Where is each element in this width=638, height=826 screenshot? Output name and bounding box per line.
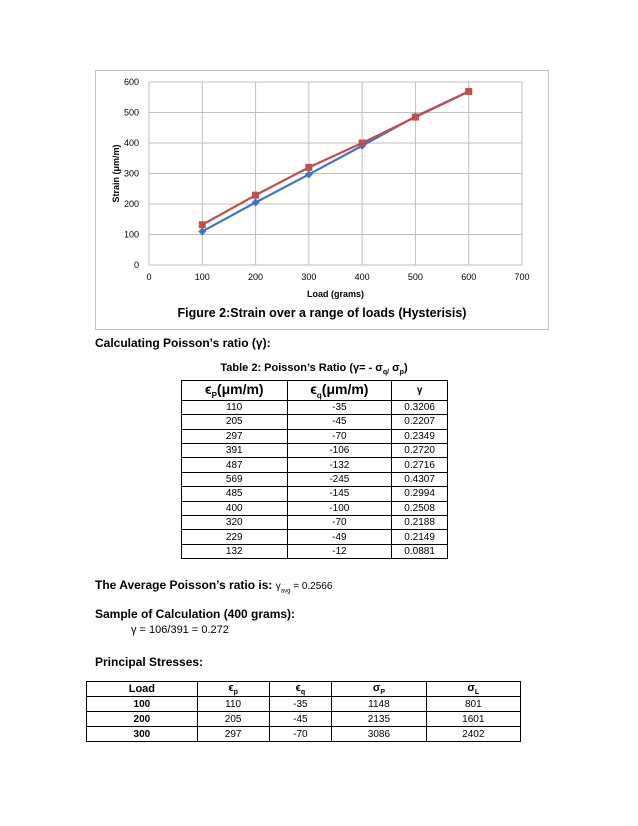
principal-stress-table (86, 681, 521, 742)
table-cell: 487 (182, 458, 288, 472)
table-cell: -45 (287, 415, 392, 429)
table-row (182, 415, 448, 429)
x-tick-label: 400 (354, 272, 370, 282)
table-header-cell (87, 682, 198, 697)
table-cell: -132 (287, 458, 392, 472)
average-value: = 0.2566 (290, 581, 333, 592)
header-unit: (μm/m) (321, 381, 369, 397)
principal-heading: Principal Stresses: (95, 655, 204, 669)
table-cell: 320 (182, 515, 288, 529)
table-cell: 2135 (332, 712, 426, 727)
data-point (465, 88, 472, 95)
average-poisson-line (95, 578, 332, 594)
table-cell: 485 (182, 487, 288, 501)
header-symbol: ϵ (295, 682, 301, 694)
header-sub: P (211, 390, 217, 400)
x-tick-label: 700 (514, 272, 530, 282)
table-cell: -49 (287, 530, 392, 544)
table-cell: -145 (287, 487, 392, 501)
table-cell: 0.4307 (392, 472, 448, 486)
table-cell: 569 (182, 472, 288, 486)
table-cell: 205 (197, 712, 269, 727)
strain-load-chart (95, 70, 549, 330)
data-point (199, 221, 206, 228)
table-row (182, 458, 448, 472)
table-header-row (87, 682, 521, 697)
header-sub: p (233, 689, 238, 697)
poisson-table (181, 380, 448, 559)
x-tick-label: 100 (194, 272, 210, 282)
average-symbol: γ (275, 581, 281, 592)
table-cell: -45 (269, 712, 332, 727)
table-cell: 0.2349 (392, 429, 448, 443)
y-tick-label: 200 (123, 199, 139, 209)
sample-heading: Sample of Calculation (400 grams): (95, 607, 296, 621)
x-tick-label: 500 (407, 272, 423, 282)
header-gamma: γ (392, 381, 448, 401)
x-axis-title: Load (grams) (306, 289, 365, 299)
header-sub: P (380, 689, 386, 697)
figure-caption: Figure 2:Strain over a range of loads (Hysterisis) (177, 306, 467, 320)
table-cell: -12 (287, 544, 392, 558)
table-cell: 297 (197, 727, 269, 742)
table-cell: 205 (182, 415, 288, 429)
table-cell: 229 (182, 530, 288, 544)
table-cell: -245 (287, 472, 392, 486)
table-cell: 0.2207 (392, 415, 448, 429)
epsilon-symbol: ϵ (204, 381, 212, 397)
data-point (252, 198, 260, 206)
table-cell: -100 (287, 501, 392, 515)
header-symbol: Load (128, 683, 155, 696)
table-cell: 1601 (426, 712, 520, 727)
table-header-row (182, 381, 448, 401)
data-point (305, 164, 312, 171)
y-tick-label: 600 (123, 77, 139, 87)
data-point (359, 140, 366, 147)
y-axis-title: Strain (μm/m) (111, 144, 121, 203)
table-cell: 3086 (332, 727, 426, 742)
header-unit: (μm/m) (216, 381, 264, 397)
x-tick-label: 200 (248, 272, 264, 282)
average-sub: avg (280, 588, 291, 595)
header-sub: L (474, 689, 480, 697)
table-cell: 0.2720 (392, 443, 448, 457)
table-cell: -106 (287, 443, 392, 457)
data-point (412, 114, 419, 121)
poisson-table-body (182, 400, 448, 558)
x-tick-label: 600 (461, 272, 477, 282)
table-cell: 400 (182, 501, 288, 515)
table-cell: 110 (197, 697, 269, 712)
principal-table-body (87, 697, 521, 742)
table-cell: -70 (269, 727, 332, 742)
table-row (182, 530, 448, 544)
table-cell: 200 (87, 712, 198, 727)
header-symbol: ϵ (228, 682, 234, 694)
table-row (182, 515, 448, 529)
table2-caption-sub1: q/ (382, 369, 390, 377)
y-tick-label: 300 (123, 168, 139, 179)
header-strain-q (287, 381, 392, 401)
header-symbol: σ (467, 682, 475, 694)
table-row (87, 712, 521, 727)
table-row (182, 544, 448, 558)
table-cell: -35 (269, 697, 332, 712)
table-cell: 391 (182, 443, 288, 457)
sample-equation: γ = 106/391 = 0.272 (131, 624, 229, 636)
x-tick-label: 300 (301, 272, 317, 282)
table2-caption-mid: σ (389, 362, 400, 374)
table-cell: -35 (287, 400, 392, 414)
header-symbol: σ (372, 682, 381, 694)
data-point (252, 192, 259, 199)
poisson-heading: Calculating Poisson’s ratio (γ): (95, 336, 271, 350)
table-header-cell (426, 682, 520, 697)
table-cell: 0.3206 (392, 400, 448, 414)
table-row (182, 487, 448, 501)
table-row (87, 727, 521, 742)
y-tick-label: 0 (133, 260, 139, 270)
table2-caption (180, 362, 448, 376)
table-cell: 132 (182, 544, 288, 558)
table-cell: 0.2149 (392, 530, 448, 544)
table-row (182, 443, 448, 457)
table-cell: 297 (182, 429, 288, 443)
y-tick-label: 100 (123, 229, 139, 240)
table2-caption-prefix: Table 2: Poisson’s Ratio (γ= - σ (220, 362, 383, 374)
table-row (182, 472, 448, 486)
table-cell: -70 (287, 515, 392, 529)
table2-caption-sub2: p (399, 369, 404, 377)
table-cell: 1148 (332, 697, 426, 712)
average-label: The Average Poisson’s ratio is: (95, 578, 273, 592)
table-cell: -70 (287, 429, 392, 443)
table-cell: 100 (87, 697, 198, 712)
table-header-cell (332, 682, 426, 697)
data-point (305, 170, 313, 178)
header-sub: q (300, 689, 306, 697)
table-row (182, 501, 448, 515)
table-cell: 300 (87, 727, 198, 742)
epsilon-symbol: ϵ (310, 381, 317, 397)
series-line (202, 91, 468, 224)
table-header-cell (269, 682, 332, 697)
y-tick-label: 500 (123, 107, 139, 118)
x-tick-label: 0 (146, 272, 152, 282)
table-header-cell (197, 682, 269, 697)
table-cell: 110 (182, 400, 288, 414)
table-cell: 2402 (426, 727, 520, 742)
header-strain-p (182, 381, 288, 401)
table-cell: 0.2188 (392, 515, 448, 529)
table-cell: 0.0881 (392, 544, 448, 558)
header-sub: q (316, 390, 322, 400)
table-row (182, 400, 448, 414)
table-cell: 0.2716 (392, 458, 448, 472)
y-tick-label: 400 (123, 138, 139, 148)
table2-caption-suffix: ) (403, 362, 408, 374)
table-cell: 0.2508 (392, 501, 448, 515)
table-row (87, 697, 521, 712)
table-cell: 0.2994 (392, 487, 448, 501)
table-row (182, 429, 448, 443)
table-cell: 801 (426, 697, 520, 712)
